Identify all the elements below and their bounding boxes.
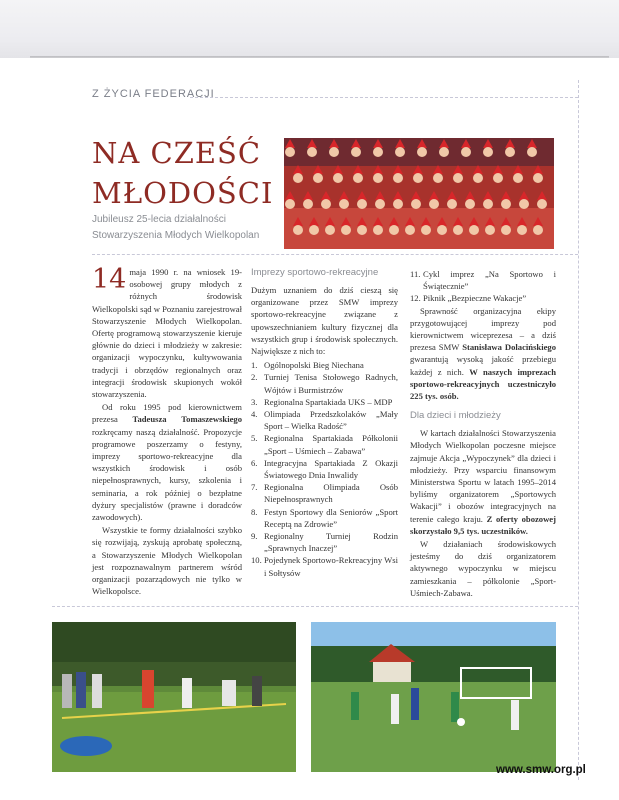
article-column-1 [92, 266, 242, 598]
dropcap: 14 [92, 264, 127, 295]
highlight-stat: Z oferty obozowej skorzystało 9,5 tys. uczestników. [410, 513, 556, 536]
face [375, 199, 385, 209]
list-item [251, 530, 398, 554]
list-number: 11. [410, 269, 421, 279]
face [513, 173, 523, 183]
face [483, 147, 493, 157]
section-label: Z ŻYCIA FEDERACJI [92, 88, 215, 100]
person-name: Tadeusza Tomaszewskiego [132, 414, 242, 425]
photo-football-match [311, 622, 556, 772]
list-text: Olimpiada Przedszkolaków „Mały Sport – Wielka Radość” [264, 409, 398, 432]
list-item [410, 292, 556, 304]
header-divider [92, 254, 578, 255]
list-number: 4. [251, 409, 258, 420]
face [411, 199, 421, 209]
list-item [251, 481, 398, 505]
face [437, 225, 447, 235]
face [447, 199, 457, 209]
paragraph: Od roku 1995 pod kierownictwem prezesa Tadeusza Tomaszewskiego rozkręcamy naszą działalność. Propozycje programowe poszerzamy o festyny, imprezy sportowo-rekreacyjne dla wszystkich środowisk i osób niepełnosprawnych, kursy, szkolenia i seminaria, a rok później o bezpłatne dyżury specjalistów (prawne i doradców zawodowych). [92, 402, 242, 523]
face [333, 173, 343, 183]
list-number: 10. [251, 555, 262, 566]
face [285, 199, 295, 209]
list-item [251, 371, 398, 395]
page-margin-guide [578, 80, 579, 780]
face [439, 147, 449, 157]
list-text: Turniej Tenisa Stołowego Radnych, Wójtów i Burmistrzów [264, 372, 398, 395]
face [429, 199, 439, 209]
face [453, 225, 463, 235]
list-item [251, 506, 398, 530]
face [339, 199, 349, 209]
face [351, 147, 361, 157]
events-list-continued [410, 268, 556, 305]
article-subtitle: Jubileusz 25-lecia działalności Stowarzyszenia Młodych Wielkopolan [92, 214, 260, 241]
list-number: 8. [251, 506, 258, 517]
face [433, 173, 443, 183]
paragraph: W kartach działalności Stowarzyszenia Młodych Wielkopolan poczesne miejsce zajmuje Akcja „Wypoczynek” dla dzieci i młodzieży. Przy wsparciu finansowym Ministerstwa Sportu w latach 1995–2014 byliśmy organizatorem „Sportowych Wakacji” i obozów integracyjnych na terenie całego kraju. Z oferty obozowej skorzystało 9,5 tys. uczestników. [410, 428, 556, 536]
face [413, 173, 423, 183]
face [303, 199, 313, 209]
article-title [92, 133, 277, 213]
face [485, 225, 495, 235]
person-name: Stanisława Dolacińskiego [462, 342, 557, 353]
face [473, 173, 483, 183]
list-number: 1. [251, 360, 258, 371]
face [519, 199, 529, 209]
list-number: 5. [251, 433, 258, 444]
list-text: Regionalna Spartakiada Półkolonii „Sport – Uśmiech – Zabawa” [264, 433, 398, 456]
list-item [251, 396, 398, 408]
face [493, 173, 503, 183]
list-text: Piknik „Bezpieczne Wakacje” [423, 293, 527, 304]
list-item [410, 268, 556, 292]
face [533, 173, 543, 183]
list-item [251, 432, 398, 456]
list-text: Pojedynek Sportowo-Rekreacyjny Wsi i Sołtysów [264, 555, 398, 578]
footer-website: www.smw.org.pl [496, 764, 586, 776]
list-item [251, 457, 398, 481]
face [393, 173, 403, 183]
face [393, 199, 403, 209]
face [325, 225, 335, 235]
face [453, 173, 463, 183]
paragraph: Wszystkie te formy działalności szybko się rozwijają, zyskują aprobatę społeczną, a Stowarzyszenie Młodych Wielkopolan jest rozpoznawalnym partnerem wśród organizacji pozarządowych nie tylko w Wielkopolsce. [92, 525, 242, 597]
list-item [251, 554, 398, 578]
title-line-1: NA CZEŚĆ [92, 136, 262, 170]
group-photo-children [284, 138, 554, 249]
face [313, 173, 323, 183]
face [517, 225, 527, 235]
face [465, 199, 475, 209]
list-item [251, 359, 398, 371]
events-list [251, 359, 398, 579]
list-text: Ogólnopolski Bieg Niechana [264, 360, 364, 371]
face [357, 225, 367, 235]
face [501, 225, 511, 235]
face [501, 199, 511, 209]
paragraph: W działaniach środowiskowych jesteśmy do dziś organizatorem aktywnego wypoczynku w miejscu zamieszkania – półkolonie „Sport-Uśmiech-Zabawa. [410, 539, 556, 598]
list-text: Regionalna Spartakiada UKS – MDP [264, 396, 393, 407]
section-heading-sports: Imprezy sportowo-rekreacyjne [251, 267, 379, 278]
list-text: Integracyjna Spartakiada Z Okazji Światowego Dnia Inwalidy [264, 457, 398, 481]
face [533, 225, 543, 235]
paragraph: Sprawność organizacyjna ekipy przygotowującej imprezy pod kierownictwem wiceprezesa – a dziś prezesa SMW Stanisława Dolacińskiego gwarantują wysoką jakość przebiegu każdej z nich. W naszych imprezach sportowo-rekreacyjnych uczestniczyło 225 tys. osób. [410, 305, 557, 402]
face [321, 199, 331, 209]
list-text: Festyn Sportowy dla Seniorów „Sport Receptą na Zdrowie” [264, 506, 398, 529]
intro-paragraph: 14 maja 1990 r. na wniosek 19-osobowej grupy młodych z różnych środowisk Wielkopolski sąd w Poznaniu zarejestrował Stowarzyszenie Młodych Wielkopolan. Ofertę programową stowarzyszenie kieruje głównie do dzieci i młodzieży w zakresie: organizacji wypoczynku, kultywowania tradycji i obrzędów regionalnych oraz integracji środowisk skupionych wokół stowarzyszenia. [92, 264, 243, 400]
face [395, 147, 405, 157]
face [527, 147, 537, 157]
scan-background [0, 0, 619, 58]
face [357, 199, 367, 209]
face [307, 147, 317, 157]
photo-divider [52, 606, 578, 607]
section-divider [190, 97, 578, 98]
article-column-3 [410, 266, 556, 600]
face [469, 225, 479, 235]
highlight-stat: W naszych imprezach sportowo-rekreacyjnych uczestniczyło 225 tys. osób. [410, 366, 556, 402]
paragraph: Dużym uznaniem do dziś cieszą się organizowane przez SMW imprezy sportowo-rekreacyjne związane z upowszechnianiem kultury fizycznej dla wszystkich grup i środowisk społecznych. Największe z nich to: [251, 285, 398, 357]
face [329, 147, 339, 157]
face [309, 225, 319, 235]
face [373, 225, 383, 235]
article-column-2 [251, 266, 398, 579]
list-text: Cykl imprez „Na Sportowo i Świątecznie” [423, 269, 556, 292]
list-text: Regionalna Olimpiada Osób Niepełnosprawnych [264, 482, 398, 505]
section-heading-youth: Dla dzieci i młodzieży [410, 410, 501, 422]
face [405, 225, 415, 235]
face [417, 147, 427, 157]
list-number: 6. [251, 457, 258, 468]
face [353, 173, 363, 183]
face [285, 147, 295, 157]
face [421, 225, 431, 235]
face [373, 173, 383, 183]
face [461, 147, 471, 157]
list-number: 12. [410, 293, 421, 304]
list-item [251, 408, 398, 432]
list-number: 2. [251, 372, 258, 383]
face [341, 225, 351, 235]
list-number: 7. [251, 482, 258, 493]
list-text: Regionalny Turniej Rodzin „Sprawnych Inaczej” [264, 531, 398, 554]
face [293, 173, 303, 183]
title-line-2: MŁODOŚCI [92, 176, 274, 210]
face [389, 225, 399, 235]
list-number: 3. [251, 396, 258, 407]
face [293, 225, 303, 235]
face [373, 147, 383, 157]
list-number: 9. [251, 531, 258, 542]
photo-outdoor-games [52, 622, 296, 772]
face [505, 147, 515, 157]
face [537, 199, 547, 209]
face [483, 199, 493, 209]
